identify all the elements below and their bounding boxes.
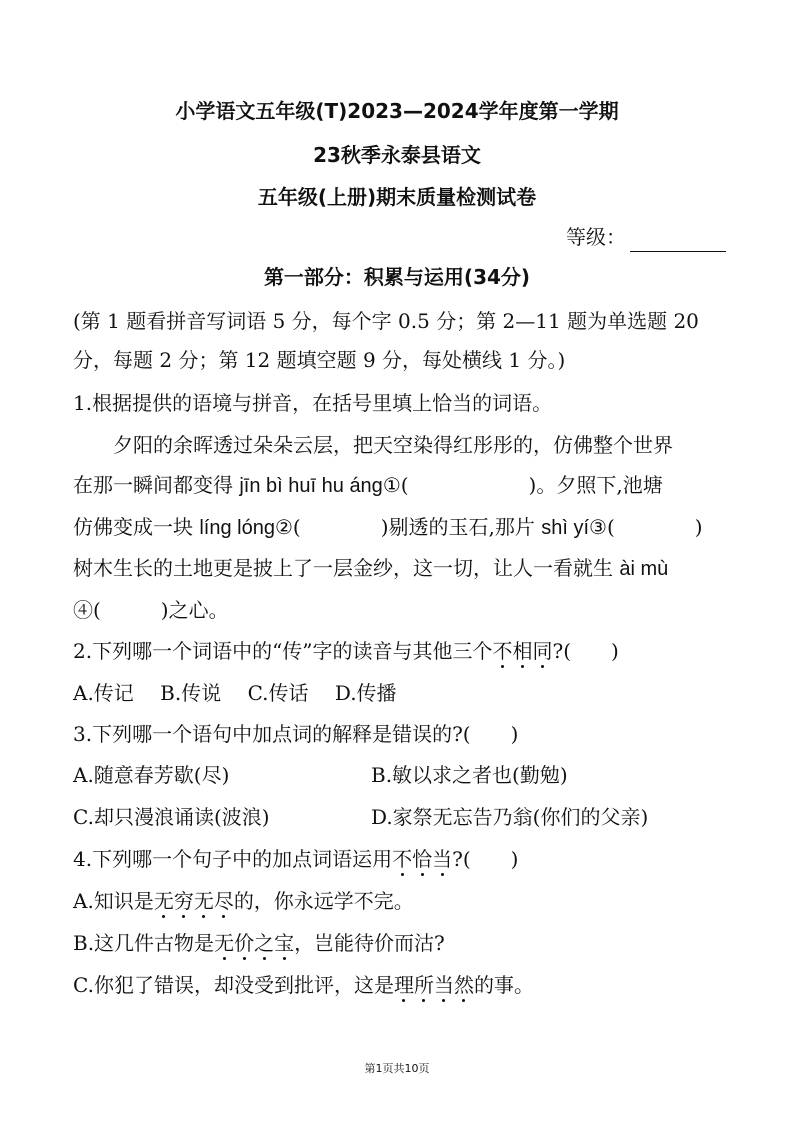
emphasis-dot-char: 不 — [492, 639, 513, 663]
q1-blank-3: ③( ) — [589, 515, 703, 539]
q4-option-c — [73, 970, 534, 1000]
emphasis-dot-char: 理 — [393, 973, 414, 997]
q4-option-b — [73, 928, 445, 958]
q1-paragraph-line-4 — [73, 553, 668, 584]
emphasis-dot-char: 价 — [234, 931, 255, 955]
q3-option-b: B.敏以求之者也(勤勉) — [371, 763, 568, 787]
q2-dotted-words — [493, 639, 553, 663]
q2-stem-text: 2.下列哪一个词语中的“传”字的读音与其他三个 — [73, 639, 493, 663]
pinyin-4: ài mù — [619, 558, 669, 580]
emphasis-dot-char: 无 — [193, 889, 214, 913]
emphasis-dot-char: 穷 — [173, 889, 194, 913]
pinyin-3: shì yí — [541, 517, 590, 539]
section-note-line-1: (第 1 题看拼音写词语 5 分，每个字 0.5 分；第 2—11 题为单选题 20 — [73, 309, 699, 333]
q1-blank-1: ①( )。夕照下,池塘 — [382, 473, 663, 497]
q1-text: 仿佛变成一块 — [73, 515, 200, 539]
q4-a-text-end: 的，你永远学不完。 — [233, 889, 414, 913]
q1-paragraph-line-1: 夕阳的余晖透过朵朵云层，把天空染得红彤彤的，仿佛整个世界 — [113, 433, 673, 457]
pinyin-1: jīn bì huī hu áng — [239, 475, 383, 497]
q4-option-a — [73, 886, 414, 916]
pinyin-2: líng lóng — [199, 517, 275, 539]
q4-b-text-end: ，岂能待价而沽? — [294, 931, 445, 955]
emphasis-dot-char: 尽 — [213, 889, 234, 913]
title-line-3: 五年级(上册)期末质量检测试卷 — [257, 185, 537, 209]
q4-c-dotted-words — [394, 973, 474, 997]
q3-stem: 3.下列哪一个语句中加点词的解释是错误的?( ) — [73, 722, 519, 746]
emphasis-dot-char: 之 — [254, 931, 275, 955]
title-line-1: 小学语文五年级(T)2023—2024学年度第一学期 — [175, 99, 619, 123]
emphasis-dot-char: 宝 — [274, 931, 295, 955]
q3-option-c: C.却只漫浪诵读(波浪) — [73, 805, 270, 829]
q1-paragraph-line-2 — [73, 470, 663, 501]
q4-a-dotted-words — [154, 889, 234, 913]
emphasis-dot-char: 无 — [214, 931, 235, 955]
q4-b-text: B.这几件古物是 — [73, 931, 215, 955]
q4-a-text: A.知识是 — [73, 889, 154, 913]
q1-text: 树木生长的土地更是披上了一层金纱，这一切，让人一看就生 — [73, 556, 620, 580]
grade-label: 等级： — [566, 225, 626, 249]
q4-stem-text: 4.下列哪一个句子中的加点词语运用 — [73, 847, 393, 871]
emphasis-dot-char: 同 — [532, 639, 553, 663]
q1-paragraph-line-3 — [73, 512, 703, 543]
section-heading: 第一部分：积累与运用(34分) — [263, 265, 531, 289]
q4-dotted-words — [392, 847, 452, 871]
emphasis-dot-char: 当 — [432, 847, 453, 871]
section-note-line-2: 分，每题 2 分；第 12 题填空题 9 分，每处横线 1 分。) — [73, 348, 566, 372]
q1-text: 在那一瞬间都变得 — [73, 473, 240, 497]
emphasis-dot-char: 相 — [512, 639, 533, 663]
emphasis-dot-char: 然 — [453, 973, 474, 997]
q2-options: A.传记 B.传说 C.传话 D.传播 — [73, 681, 397, 705]
q1-blank-4: ④( )之心。 — [73, 598, 229, 622]
q4-b-dotted-words — [214, 931, 294, 955]
q1-stem: 1.根据提供的语境与拼音，在括号里填上恰当的词语。 — [73, 391, 553, 415]
q1-blank-2: ②( )剔透的玉石,那片 — [274, 515, 542, 539]
emphasis-dot-char: 不 — [392, 847, 413, 871]
emphasis-dot-char: 无 — [153, 889, 174, 913]
emphasis-dot-char: 所 — [413, 973, 434, 997]
q4-answer-bracket: ?( ) — [452, 847, 519, 871]
title-line-2: 23秋季永泰县语文 — [313, 143, 481, 167]
q3-option-d: D.家祭无忘告乃翁(你们的父亲) — [371, 805, 649, 829]
q4-c-text: C.你犯了错误，却没受到批评，这是 — [73, 973, 394, 997]
grade-field — [566, 222, 726, 252]
q2-answer-bracket: ?( ) — [552, 639, 619, 663]
q2-stem — [73, 636, 619, 666]
grade-blank-line — [630, 229, 726, 252]
q3-option-a: A.随意春芳歇(尽) — [73, 763, 230, 787]
q4-c-text-end: 的事。 — [473, 973, 534, 997]
q4-stem — [73, 844, 518, 874]
page-footer: 第1页共10页 — [364, 1062, 430, 1075]
emphasis-dot-char: 恰 — [412, 847, 433, 871]
emphasis-dot-char: 当 — [433, 973, 454, 997]
